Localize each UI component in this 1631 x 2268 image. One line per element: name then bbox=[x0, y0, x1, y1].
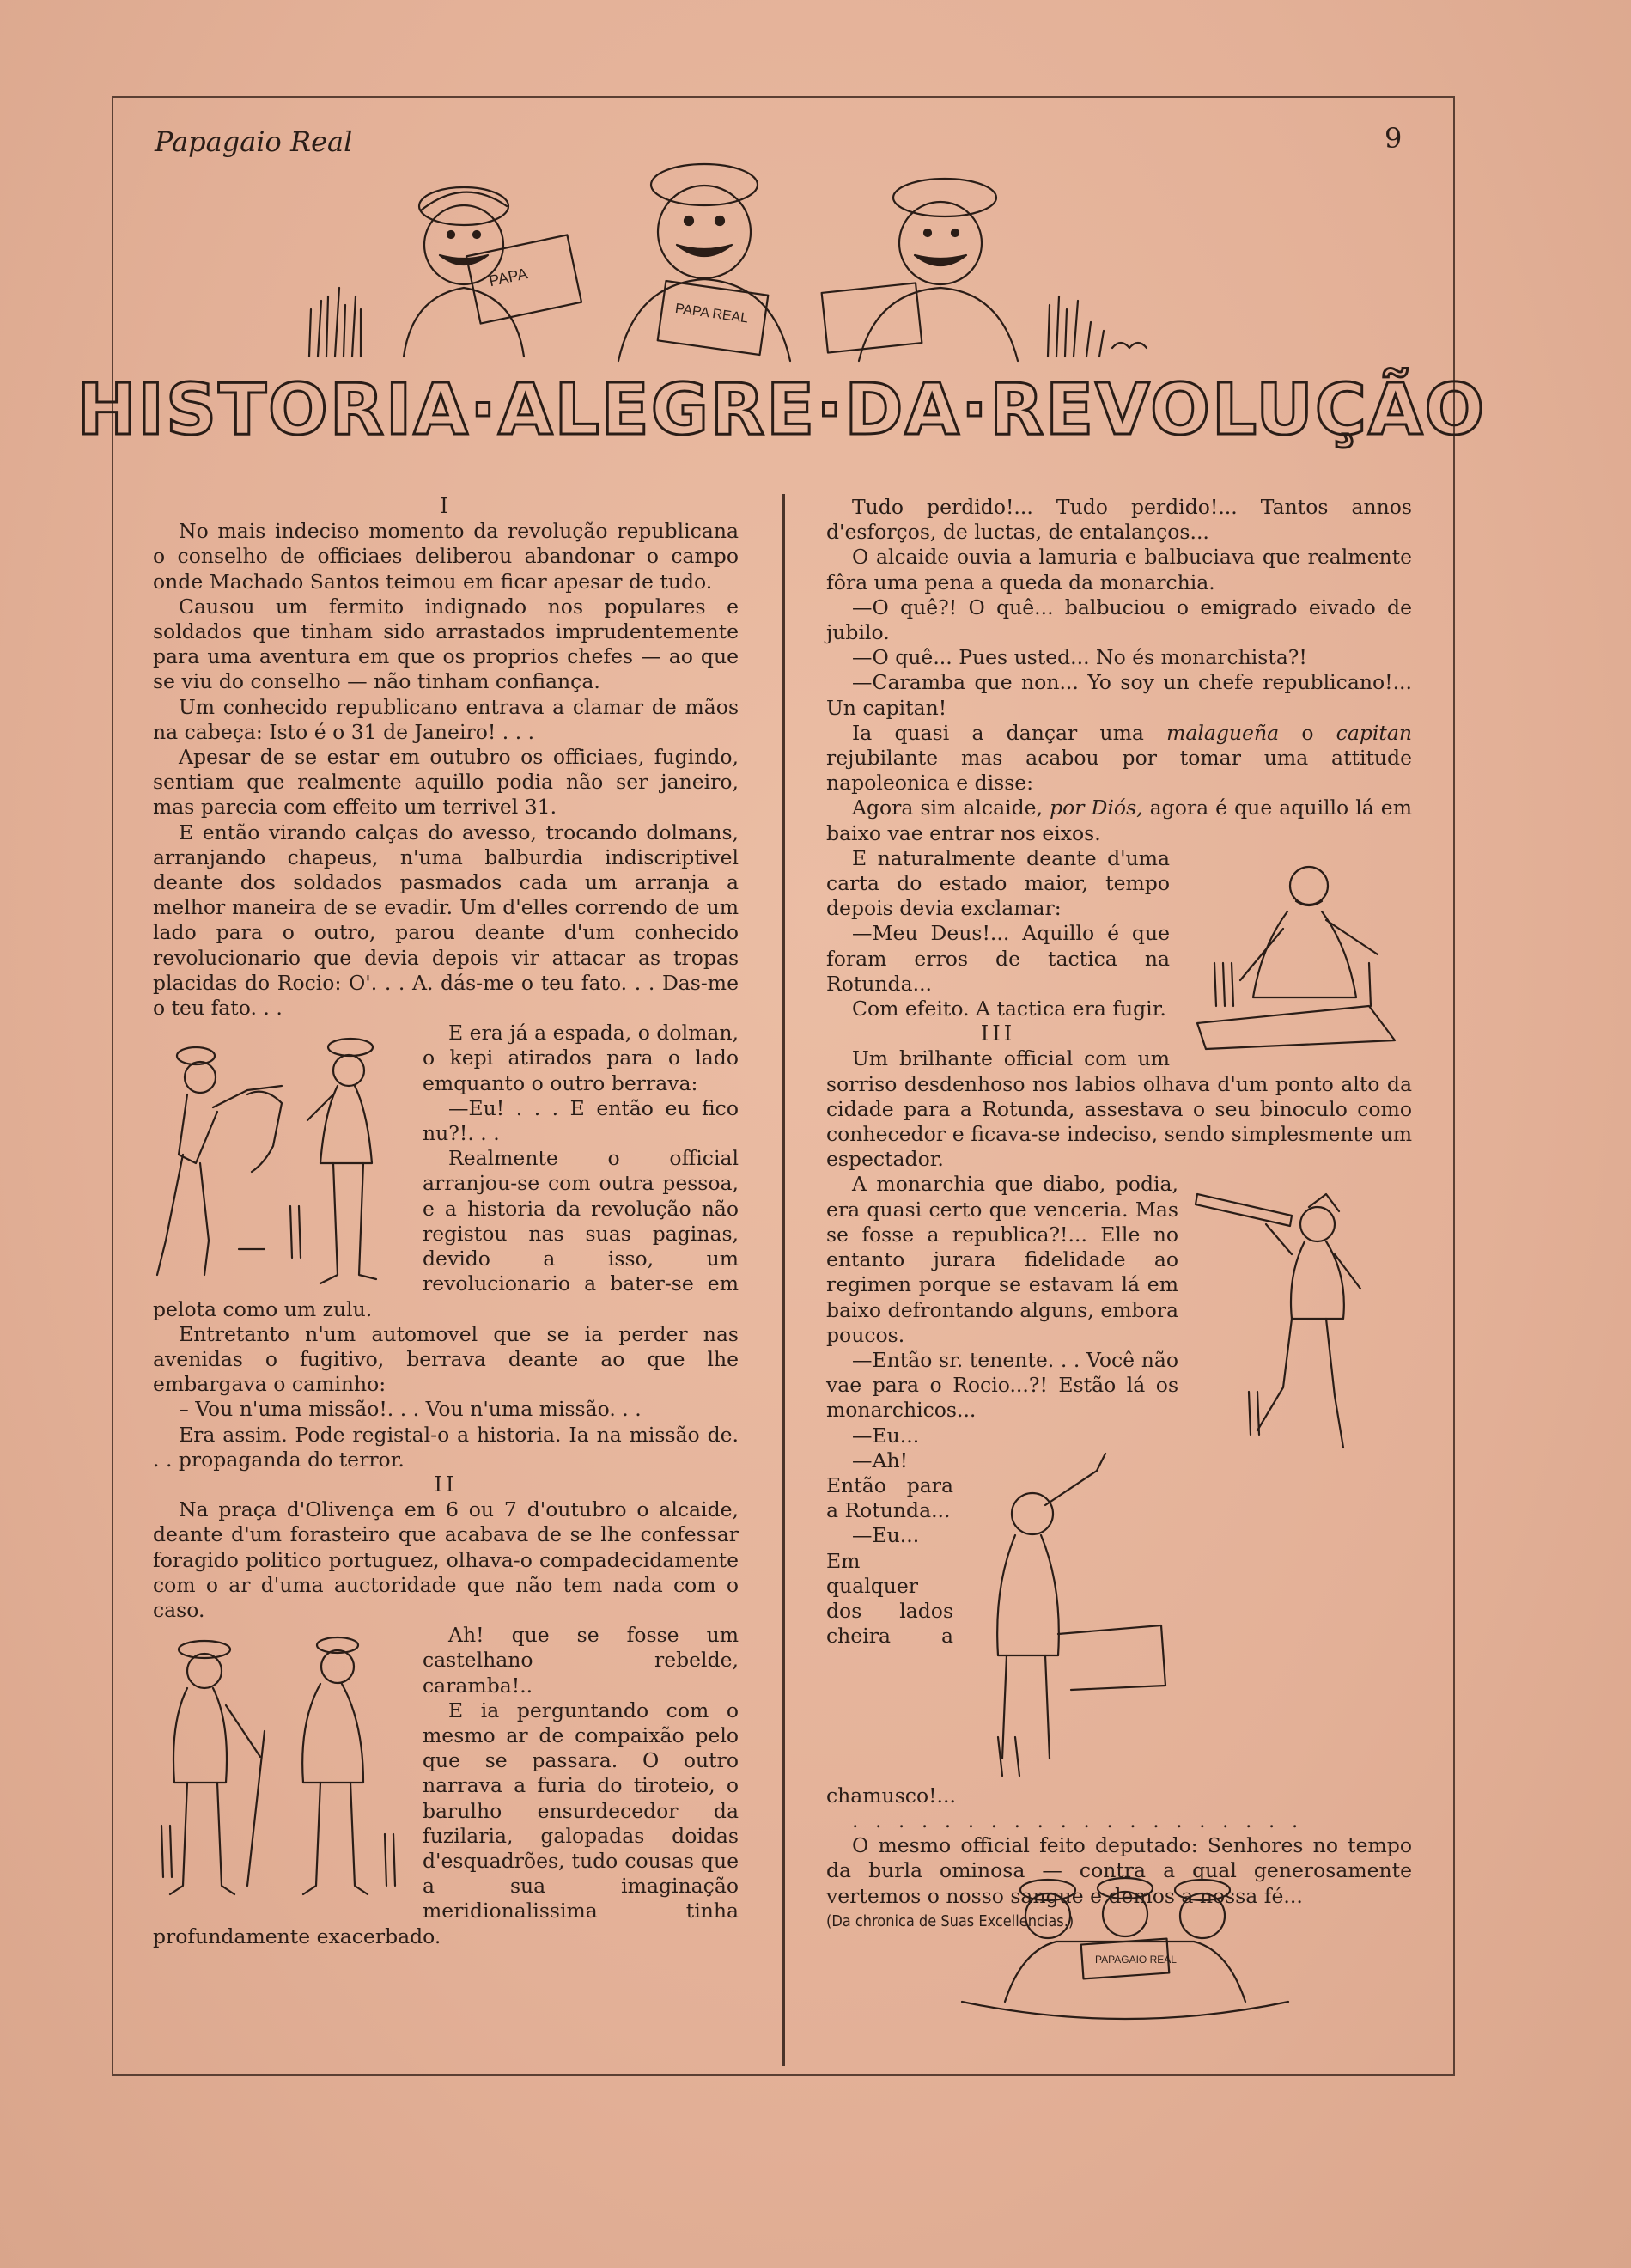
italic-run: capitan bbox=[1336, 720, 1412, 745]
paragraph: Tudo perdido!... Tudo perdido!... Tantos annos d'esforços, de luctas, de entalanços... bbox=[826, 495, 1412, 545]
section-number-1: I bbox=[440, 494, 452, 518]
paragraph: —Eu... bbox=[852, 1423, 920, 1448]
publication-name: Papagaio Real bbox=[155, 125, 353, 158]
paragraph: No mais indeciso momento da revolução republicana o conselho de officiaes deliberou abandonar o campo onde Machado Santos teimou em ficar apesar de tudo. bbox=[153, 519, 739, 594]
footer-newspaper-label: PAPAGAIO REAL bbox=[1095, 1954, 1177, 1966]
italic-run: malagueña bbox=[1166, 720, 1280, 745]
paragraph bbox=[826, 796, 1412, 845]
italic-run: por Diós, bbox=[1050, 796, 1143, 820]
paragraph: Entretanto n'um automovel que se ia perder nas avenidas o fugitivo, berrava deante ao que lhe embargava o caminho: bbox=[153, 1321, 739, 1397]
paragraph: Com efeito. A tactica era fugir. bbox=[852, 997, 1166, 1021]
paragraph: E naturalmente deante d'uma carta do estado maior, tempo depois devia exclamar: bbox=[826, 845, 1170, 921]
paragraph: Realmente o official arranjou-se com outra pessoa, e a historia da revolução não registou nas suas paginas, devido a isso, um revolucionario a bater-se em pelota como um zulu. bbox=[153, 1146, 739, 1321]
paragraph: Apesar de se estar em outubro os officiaes, fugindo, sentiam que realmente aquillo podia não ser janeiro, mas parecia com effeito um terrivel 31. bbox=[153, 745, 739, 820]
section-number-3: III bbox=[980, 1021, 1016, 1046]
ellipsis-line: . . . . . . . . . . . . . . . . . . . . bbox=[852, 1808, 1304, 1832]
newspaper-label-2: PAPA REAL bbox=[673, 301, 750, 326]
paragraph: Um brilhante official com um sorriso desdenhoso nos labios olhava d'um ponto alto da cidade para a Rotunda, assestava o seu binoculo como conhecedor e ficava-se indeciso, sendo simplesmente um espectador. bbox=[826, 1046, 1412, 1172]
paragraph bbox=[826, 721, 1412, 796]
section-number-2: II bbox=[434, 1472, 458, 1497]
page-number: 9 bbox=[1385, 122, 1403, 155]
laughing-figure-left bbox=[404, 187, 581, 357]
paragraph: Um conhecido republicano entrava a clamar de mãos na cabeça: Isto é o 31 de Janeiro! . . . bbox=[153, 694, 739, 744]
paragraph: Na praça d'Olivença em 6 ou 7 d'outubro o alcaide, deante d'um forasteiro que acabava de se lhe confessar foragido politico portuguez, olhava-o compadecidamente com o ar d'uma auctoridade que não tem nada com o caso. bbox=[153, 1497, 739, 1622]
column-divider bbox=[782, 494, 785, 2066]
paragraph: —O quê?! O quê... balbuciou o emigrado eivado de jubilo. bbox=[826, 594, 1412, 645]
illustration-deputy-speaking bbox=[964, 1454, 1178, 1780]
paragraph: —Caramba que non... Yo soy un chefe republicano!... Un capitan! bbox=[826, 670, 1412, 720]
illustration-two-men-dolman bbox=[153, 1026, 411, 1292]
paragraph: O mesmo official feito deputado: Senhores no tempo da burla ominosa — contra a qual generosamente vertemos o nosso sangue e demos a nossa fé... bbox=[826, 1833, 1412, 1908]
paragraph: —Meu Deus!... Aquillo é que foram erros de tactica na Rotunda... bbox=[826, 921, 1170, 996]
text-run: Ia quasi a dançar uma bbox=[852, 720, 1167, 745]
paragraph: —Eu! . . . E então eu fico nu?!. . . bbox=[423, 1095, 739, 1146]
grass-strokes-left bbox=[309, 288, 361, 357]
paragraph: O alcaide ouvia a lamuria e balbuciava que realmente fôra uma pena a queda da monarchia. bbox=[826, 545, 1412, 594]
paragraph: —Eu... Em qualquer dos lados cheira a chamusco!... bbox=[826, 1523, 956, 1808]
paragraph: A monarchia que diabo, podia, era quasi certo que venceria. Mas se fosse a republica?!... Elle no entanto jurara fidelidade ao regimen porque se estavam lá em baixo defrontando alguns, embora poucos. bbox=[826, 1172, 1178, 1347]
paragraph: —Ah! Então para a Rotunda... bbox=[826, 1448, 953, 1523]
article-title: HISTORIA·ALEGRE·DA·REVOLUÇÃO bbox=[76, 369, 1487, 451]
newspaper-label-1: PAPA bbox=[487, 265, 530, 290]
text-run: rejubilante mas acabou por tomar uma attitude napoleonica e disse: bbox=[826, 746, 1412, 796]
footer-vignette bbox=[953, 1856, 1297, 2019]
paragraph: Causou um fermito indignado nos populares e soldados que tinham sido arrastados imprudentemente para uma aventura em que os proprios chefes — ao que se viu do conselho — não tinham confiança. bbox=[153, 594, 739, 694]
laughing-figure-right bbox=[822, 179, 1018, 361]
illustration-alcaide-and-emigrant bbox=[153, 1628, 411, 1911]
paragraph: E ia perguntando com o mesmo ar de compaixão pelo que se passara. O outro narrava a furia do tiroteio, o barulho ensurdecedor da fuzilaria, galopadas doidas d'esquadrões, tudo cousas que a sua imaginação meridionalissima tinha profundamente exacerbado. bbox=[153, 1698, 739, 1948]
laughing-figure-center bbox=[618, 164, 790, 361]
grass-strokes-right bbox=[1048, 296, 1147, 357]
paragraph: E então virando calças do avesso, trocando dolmans, arranjando chapeus, n'uma balburdia indiscriptivel deante dos soldados pasmados cada um arranja a melhor maneira de se evadir. Um d'elles correndo de um lado para o outro, parou deante d'um conhecido revolucionario que devia depois vir attacar as tropas placidas do Rocio: O'. . . A. dás-me o teu fato. . . Das-me o teu fato. . . bbox=[153, 820, 739, 1021]
paragraph: —Então sr. tenente. . . Você não vae para o Rocio...?! Estão lá os monarchicos... bbox=[826, 1347, 1178, 1423]
right-column bbox=[826, 495, 1412, 1934]
attribution: (Da chronica de Suas Excellencias.) bbox=[826, 1911, 1074, 1930]
text-run: agora é que aquillo lá em baixo vae entrar nos eixos. bbox=[826, 796, 1412, 845]
left-column bbox=[153, 494, 739, 1949]
paragraph: Ah! que se fosse um castelhano rebelde, caramba!.. bbox=[423, 1623, 739, 1698]
paragraph: – Vou n'uma missão!. . . Vou n'uma missão. . . bbox=[179, 1397, 642, 1422]
banner-illustration bbox=[76, 159, 1487, 477]
paragraph: E era já a espada, o dolman, o kepi atirados para o lado emquanto o outro berrava: bbox=[423, 1021, 739, 1095]
text-run: o bbox=[1279, 720, 1336, 745]
illustration-officer-with-binoculars bbox=[1189, 1177, 1412, 1460]
paragraph: Era assim. Pode registal-o a historia. Ia na missão de. . . propaganda do terror. bbox=[153, 1422, 739, 1472]
illustration-officer-with-map bbox=[1180, 851, 1412, 1058]
paragraph: —O quê... Pues usted... No és monarchista?! bbox=[852, 645, 1307, 670]
text-run: Agora sim alcaide, bbox=[852, 796, 1050, 820]
